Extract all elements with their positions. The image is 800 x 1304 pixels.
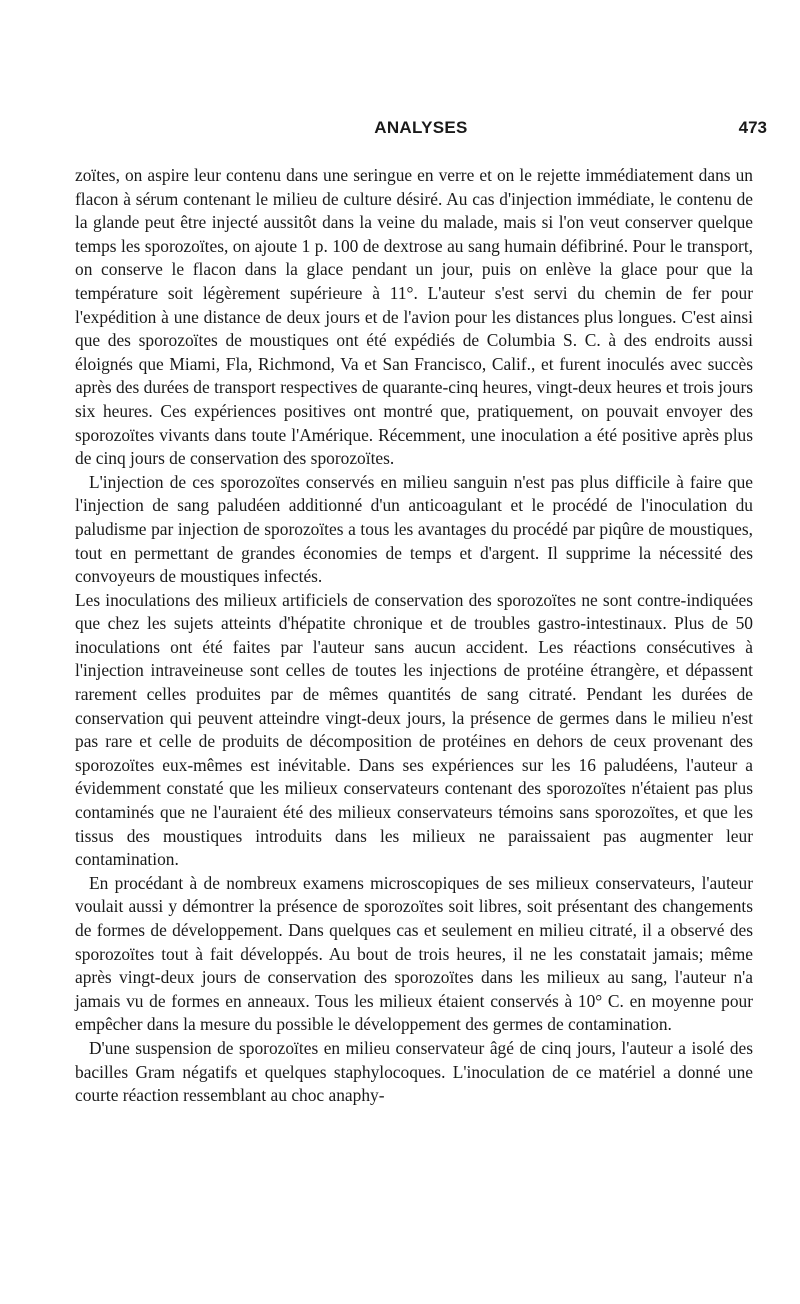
paragraph-2: L'injection de ces sporozoïtes conservés en milieu sanguin n'est pas plus difficile à faire que l'injection de sang paludéen additionné d'un anticoagulant et le procédé de l'inoculation du paludisme par injection de sporozoïtes a tous les avantages du procédé par piqûre de moustiques, tout en permettant de grandes économies de temps et d'argent. Il supprime la nécessité des convoyeurs de moustiques infectés. <box>75 471 753 587</box>
page-number: 473 <box>738 118 767 137</box>
page-header <box>75 118 767 144</box>
paragraph-3: Les inoculations des milieux artificiels de conservation des sporozoïtes ne sont contre-indiquées que chez les sujets atteints d'hépatite chronique et de troubles gastro-intestinaux. Plus de 50 inoculations ont été faites par l'auteur sans aucun accident. Les réactions consécutives à l'injection intraveineuse sont celles de toutes les injections de protéine étrangère, et dépassent rarement celles produites par de mêmes quantités de sang citraté. Pendant les durées de conservation qui peuvent atteindre vingt-deux jours, la présence de germes dans le milieu n'est pas rare et celle de produits de décomposition de protéines en dehors de ceux provenant des sporozoïtes eux-mêmes est inévitable. Dans ses expériences sur les 16 paludéens, l'auteur a évidemment constaté que les milieux conservateurs contenant des sporozoïtes n'étaient pas plus contaminés que ne l'auraient été des milieux conservateurs témoins sans sporozoïtes, et que les tissus des moustiques introduits dans les milieux ne paraissaient pas augmenter leur contamination. <box>75 589 753 870</box>
paragraph-1: zoïtes, on aspire leur contenu dans une seringue en verre et on le rejette immédiatement dans un flacon à sérum contenant le milieu de culture désiré. Au cas d'injection immédiate, le contenu de la glande peut être injecté aussitôt dans la veine du malade, mais si l'on veut conserver quelque temps les sporozoïtes, on ajoute 1 p. 100 de dextrose au sang humain défibriné. Pour le transport, on conserve le flacon dans la glace pendant un jour, puis on enlève la glace pour que la température soit légèrement supérieure à 11°. L'auteur s'est servi du chemin de fer pour l'expédition à une distance de deux jours et de l'avion pour les distances plus longues. C'est ainsi que des sporozoïtes de moustiques ont été expédiés de Columbia S. C. à des endroits aussi éloignés que Miami, Fla, Richmond, Va et San Francisco, Calif., et furent inoculés avec succès après des durées de transport respectives de quarante-cinq heures, vingt-deux heures et trois jours six heures. Ces expériences positives ont montré que, pratiquement, on pouvait envoyer des sporozoïtes vivants dans toute l'Amérique. Récemment, une inoculation a été positive après plus de cinq jours de conservation des sporozoïtes. <box>75 165 753 469</box>
paragraph-5: D'une suspension de sporozoïtes en milieu conservateur âgé de cinq jours, l'auteur a isolé des bacilles Gram négatifs et quelques staphylocoques. L'inoculation de ce matériel a donné une courte réaction ressemblant au choc anaphy- <box>75 1037 753 1106</box>
body-text <box>75 164 753 1108</box>
running-title: ANALYSES <box>374 118 468 137</box>
paragraph-4: En procédant à de nombreux examens microscopiques de ses milieux conservateurs, l'auteur voulait aussi y démontrer la présence de sporozoïtes soit libres, soit présentant des changements de formes de développement. Dans quelques cas et seulement en milieu citraté, il a observé des sporozoïtes tout à fait développés. Au bout de trois heures, il ne les constatait jamais; même après vingt-deux jours de conservation des sporozoïtes dans les milieux au sang, l'auteur n'a jamais vu de formes en anneaux. Tous les milieux étaient conservés à 10° C. en moyenne pour empêcher dans la mesure du possible le développement des germes de contamination. <box>75 872 753 1035</box>
